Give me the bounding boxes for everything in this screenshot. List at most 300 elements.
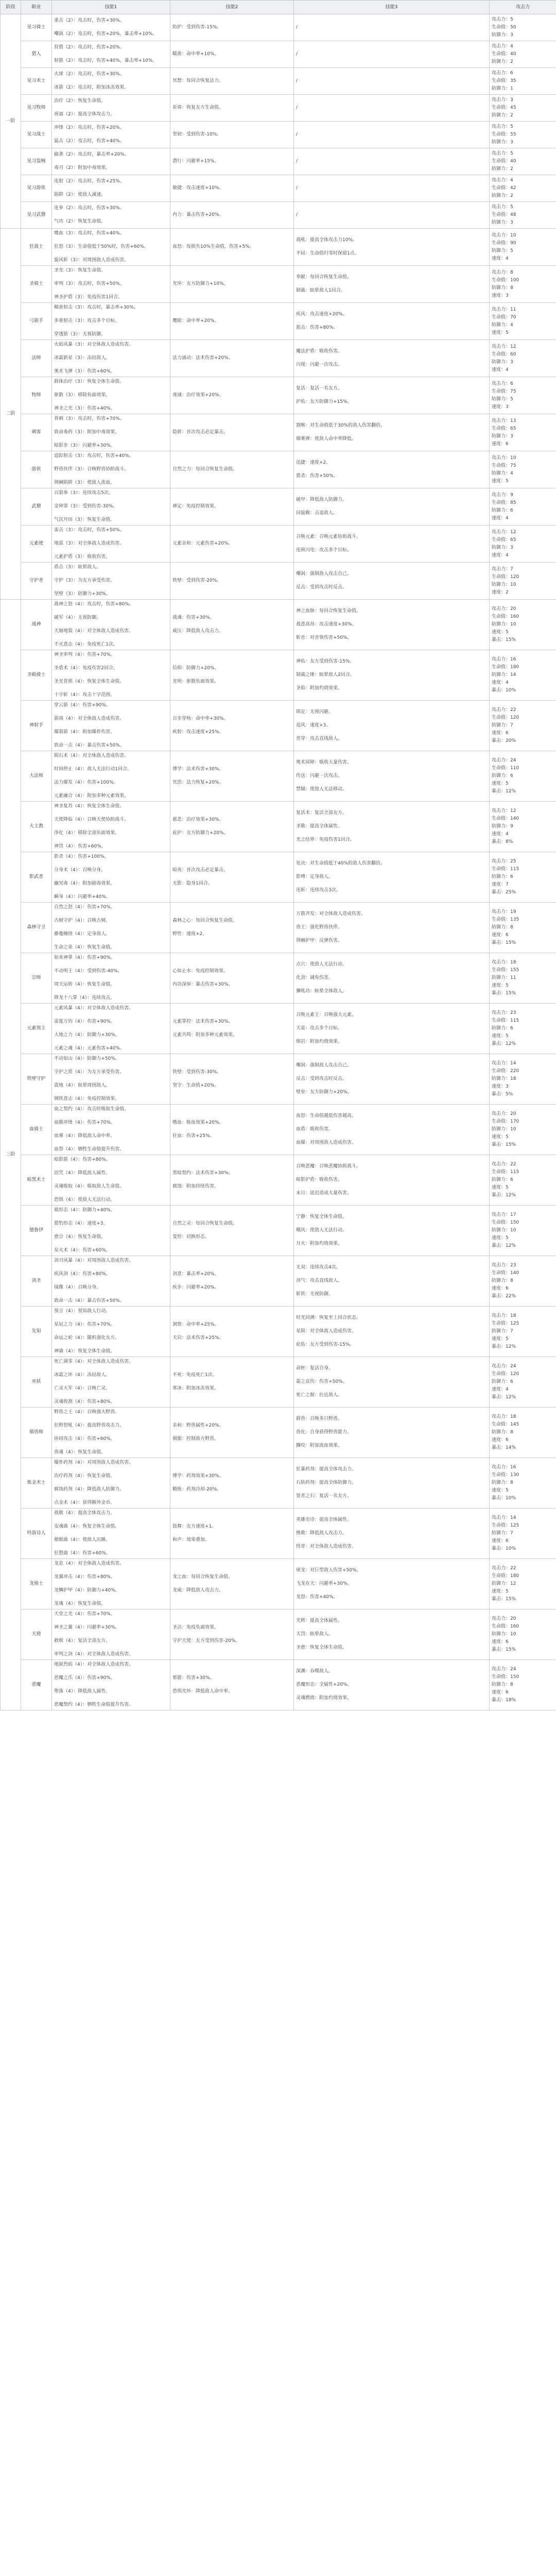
cell-line: 生命值：75 [492, 388, 516, 394]
cell-line: 自然之怒（4）：伤害+70%。 [54, 905, 115, 910]
cell-line: 英雄史诗：提高全体属性。 [296, 1517, 352, 1522]
job-cell: 吟游诗人 [21, 1509, 52, 1559]
table-row [1, 148, 556, 175]
cell-line: 生命值：120 [492, 574, 519, 580]
cell-line: 大地之力（4）：防御力+30%。 [54, 1032, 120, 1038]
cell-line: 化劲：减免伤害。 [296, 975, 334, 980]
skill-cell [52, 377, 170, 414]
skill-cell [52, 414, 170, 451]
attack-cell [490, 802, 556, 852]
cell-line: 陨石术（4）：对全体敌人造成伤害。 [54, 753, 129, 758]
cell-line [296, 1523, 487, 1530]
cell-line [296, 729, 487, 736]
cell-line: 致命一击（4）：暴击伤害+50%。 [54, 1298, 125, 1303]
cell-line: 生命值：150 [492, 1220, 519, 1225]
cell-line: 攻击力：10 [492, 232, 516, 238]
attack-cell [490, 751, 556, 802]
cell-line: 生命值：70 [492, 314, 516, 320]
attack-cell [490, 41, 556, 68]
table-row [1, 14, 556, 41]
cell-line: 攻击力：5 [492, 151, 513, 156]
skill-cell [294, 1559, 490, 1609]
cell-line [54, 325, 168, 331]
cell-line: 暴击：15% [492, 637, 516, 642]
cell-line: 影杀（4）：伤害+100%。 [54, 854, 109, 859]
cell-line: 防御力：6 [492, 507, 513, 513]
cell-line: 防御力：3 [492, 220, 513, 225]
cell-line: 烟雾弹：使敌人命中率降低。 [296, 436, 357, 442]
cell-line: 荆棘护甲：反弹伤害。 [296, 938, 343, 943]
cell-line: 防御力：6 [492, 1177, 513, 1182]
skill-cell [52, 202, 170, 229]
cell-line: 斩铁：无视防御。 [296, 1292, 334, 1297]
job-cell: 铁壁守护 [21, 1054, 52, 1105]
cell-line: 速度：6 [492, 441, 509, 447]
cell-line: 内功深厚：暴击伤害+30%。 [172, 982, 233, 987]
cell-line [296, 540, 487, 547]
cell-line [296, 1587, 487, 1594]
skill-cell [170, 488, 294, 526]
attack-cell [490, 68, 556, 95]
cell-line [54, 736, 168, 742]
cell-line: 恶魔契约（4）：牺牲生命值提升伤害。 [54, 1702, 134, 1707]
cell-line [54, 185, 168, 192]
cell-line: 攻击力：24 [492, 758, 516, 763]
cell-line: 重击（2）：攻击时，伤害+30%。 [54, 18, 125, 23]
cell-line: 生命值：140 [492, 1270, 519, 1276]
table-row [1, 1660, 556, 1710]
cell-line: 魔法护盾：吸收伤害。 [296, 349, 343, 354]
table-row [1, 1609, 556, 1660]
cell-line: 防御力：10 [492, 1632, 516, 1637]
cell-line: 生命值：115 [492, 1018, 519, 1023]
skill-cell [52, 1004, 170, 1054]
cell-line: 禅定：免疫控制效果。 [172, 504, 219, 509]
skill-cell [170, 1458, 294, 1509]
cell-line [296, 1133, 487, 1140]
table-row [1, 1357, 556, 1408]
skill-cell [52, 14, 170, 41]
cell-line [172, 823, 291, 830]
cell-line: 生命值：45 [492, 105, 516, 110]
skill-cell [170, 1408, 294, 1458]
cell-line: 疾风剑（4）：伤害+80%。 [54, 1272, 111, 1277]
cell-line: 防御力：8 [492, 1278, 513, 1283]
skill-cell [294, 1155, 490, 1206]
job-cell: 圣骑士 [21, 266, 52, 303]
cell-line: 生命值：125 [492, 1523, 519, 1528]
cell-line: 守护之盾（4）：为友方承受伤害。 [54, 1070, 125, 1075]
cell-line [54, 1163, 168, 1170]
cell-line: 血雾（4）：降低敌人命中率。 [54, 1133, 115, 1139]
cell-line: 腐蚀药剂（4）：降低敌人防御力。 [54, 1487, 125, 1492]
cell-line: 复活：复活一名友方。 [296, 386, 343, 391]
cell-line: 熊形态（4）：防御力+40%。 [54, 1208, 115, 1213]
skill-cell [52, 1357, 170, 1408]
cell-line [172, 1177, 291, 1183]
cell-line: 速度：6 [492, 1437, 509, 1443]
cell-line: 生命值：75 [492, 463, 516, 468]
skill-cell [294, 650, 490, 701]
cell-line: 黑暗契约：法术伤害+30%。 [172, 1171, 233, 1176]
cell-line: 龙鳞护甲（4）：防御力+40%。 [54, 1588, 120, 1593]
cell-line: 安魂曲（4）：恢复全体生命值。 [54, 1524, 120, 1529]
attack-cell [490, 600, 556, 650]
skill-cell [52, 1609, 170, 1660]
cell-line: 末日：延迟造成大量伤害。 [296, 1191, 352, 1196]
cell-line: / [296, 159, 298, 164]
cell-line: 森林之心：每回合恢复生命值。 [172, 918, 238, 923]
skill-cell [294, 1458, 490, 1509]
cell-line: 坚韧：受到伤害-10%。 [172, 132, 222, 137]
column-header: 技能3 [294, 1, 490, 14]
attack-cell [490, 1307, 556, 1357]
cell-line: 暴击：25% [492, 890, 516, 895]
cell-line: 生命值：170 [492, 1119, 519, 1124]
cell-line: 暗影护盾：吸收伤害。 [296, 1177, 343, 1182]
cell-line: 嘲讽：强制敌人攻击自己。 [296, 571, 352, 577]
cell-line: 深渊：吞噬敌人。 [296, 1669, 334, 1674]
skill-cell [294, 1206, 490, 1256]
cell-line: 神圣护盾（3）：免疫伤害1回合。 [54, 295, 123, 300]
attack-cell [490, 95, 556, 122]
cell-line [54, 1278, 168, 1284]
cell-line: 天堂之光（4）：伤害+70%。 [54, 1612, 115, 1617]
cell-line: 攻击力：24 [492, 1667, 516, 1672]
cell-line: 血盾：吸收伤害。 [296, 1127, 334, 1132]
cell-line: 速度：5 [492, 478, 509, 484]
cell-line: 冥思：法力恢复+20%。 [172, 780, 224, 785]
cell-line: 和声：效果叠加。 [172, 1537, 210, 1543]
job-cell: 牧师 [21, 377, 52, 414]
cell-line: 攻击力：22 [492, 1566, 516, 1571]
cell-line: 攻击力：22 [492, 1162, 516, 1167]
cell-line [54, 250, 168, 257]
cell-line: 生命值：110 [492, 766, 519, 771]
cell-line [54, 547, 168, 554]
cell-line: 速度：5 [492, 1589, 509, 1594]
cell-line [54, 823, 168, 830]
cell-line: 神谕（4）：恢复全体生命值。 [54, 1349, 115, 1354]
attack-cell [490, 1559, 556, 1609]
cell-line: 战神之怒（4）：攻击时，伤害+80%。 [54, 602, 134, 607]
cell-line [54, 1645, 168, 1651]
cell-line: 暴击：8% [492, 839, 513, 844]
cell-line: 速度：5 [492, 1134, 509, 1140]
cell-line: 兽化：自身获得野兽能力。 [296, 1430, 352, 1435]
job-cell: 见习骑士 [21, 14, 52, 41]
table-row [1, 563, 556, 600]
cell-line: 生命值：120 [492, 1371, 519, 1377]
job-cell: 战神 [21, 600, 52, 650]
cell-line: 疾步：闪避率+20%。 [172, 1285, 219, 1290]
cell-line [296, 578, 487, 584]
cell-line: 死亡凋零（4）：对全体敌人造成伤害。 [54, 1359, 134, 1364]
cell-line: 审判之剑（4）：对全体敌人造成伤害。 [54, 1652, 134, 1657]
skill-cell [170, 1307, 294, 1357]
cell-line: 生命值：115 [492, 1170, 519, 1175]
cell-line: 点金术（4）：获得额外金币。 [54, 1500, 115, 1505]
cell-line: 处决：对生命值低于40%的敌人伤害翻倍。 [296, 861, 386, 866]
job-cell: 恶魔 [21, 1660, 52, 1710]
cell-line [54, 422, 168, 429]
cell-line: 庇护：友方防御力+20%。 [172, 831, 229, 836]
cell-line: 剑意：暴击率+20%。 [172, 1272, 219, 1277]
skill-cell [52, 701, 170, 751]
cell-line: 敏捷：攻击速度+10%。 [172, 185, 224, 191]
skill-cell [170, 266, 294, 303]
skill-cell [294, 122, 490, 148]
cell-line: 复活术：复活全部友方。 [296, 810, 348, 816]
attack-cell [490, 175, 556, 202]
cell-line [54, 1365, 168, 1372]
cell-line [54, 658, 168, 665]
skill-cell [294, 414, 490, 451]
skill-cell [52, 650, 170, 701]
cell-line: 自然之灵：每回合恢复生命值。 [172, 1221, 238, 1226]
cell-line: 瞬身（4）：闪避率+40%。 [54, 894, 111, 900]
cell-line: 祈祷：恢复友方生命值。 [172, 105, 224, 110]
cell-line: 隐匿：首次攻击必定暴击。 [172, 430, 229, 435]
cell-line: 堕落（4）：降低敌人属性。 [54, 1689, 111, 1694]
cell-line: 熔岩：附加灼烧效果。 [296, 1039, 343, 1044]
attack-cell [490, 701, 556, 751]
cell-line: 防御力：10 [492, 622, 516, 627]
cell-line: 周天运转（4）：恢复生命值。 [54, 982, 115, 987]
job-cell: 守护者 [21, 563, 52, 600]
cell-line [54, 105, 168, 111]
cell-line: 潜行：闪避率+15%。 [172, 159, 219, 164]
cell-line: 防御力：8 [492, 925, 513, 930]
cell-line: 攻击力：12 [492, 344, 516, 349]
cell-line: 不动如山（4）：防御力+50%。 [54, 1056, 120, 1061]
cell-line: 不动明王（4）：受到伤害-40%。 [54, 969, 123, 974]
cell-line [54, 1618, 168, 1624]
cell-line: 攻击力：10 [492, 455, 516, 461]
cell-line: 攻击力：11 [492, 307, 516, 312]
cell-line [54, 1025, 168, 1032]
cell-line: 生命值：160 [492, 614, 519, 619]
cell-line: 回旋踢：击退敌人。 [296, 511, 338, 516]
cell-line: / [296, 52, 298, 57]
cell-line [54, 1264, 168, 1271]
cell-line: 防御力：4 [492, 322, 513, 328]
skill-cell [170, 303, 294, 340]
cell-line: 暴击：22% [492, 1294, 516, 1299]
cell-line: 庇佑：友方受到伤害-15%。 [296, 1342, 355, 1347]
cell-line: 十字斩（4）：攻击十字范围。 [54, 692, 115, 698]
cell-line: 生命值：115 [492, 867, 519, 872]
cell-line [54, 1241, 168, 1247]
cell-line: 龙之血：每回合恢复生命值。 [172, 1574, 233, 1580]
cell-line [296, 1082, 487, 1089]
skill-cell [170, 122, 294, 148]
cell-line: 速度：5 [492, 983, 509, 988]
table-row [1, 802, 556, 852]
cell-line: 反击：受到攻击时反击。 [296, 1076, 348, 1081]
skill-cell [170, 1357, 294, 1408]
attack-cell [490, 1660, 556, 1710]
cell-line: 狂野怒吼（4）：提高野兽攻击力。 [54, 1423, 125, 1428]
cell-line: 灵魂吸取（4）：吸取敌人生命值。 [54, 1184, 125, 1189]
table-row [1, 41, 556, 68]
cell-line [54, 635, 168, 641]
cell-line: 火焰风暴（3）：对全体敌人造成伤害。 [54, 342, 134, 347]
cell-line: 攻击力：8 [492, 269, 513, 275]
cell-line: 割喉：对生命值低于30%的敌人伤害翻倍。 [296, 423, 386, 428]
attack-cell [490, 488, 556, 526]
cell-line: 猛击（2）：攻击时，伤害+40%。 [54, 139, 125, 144]
cell-line: 生命值：125 [492, 1321, 519, 1326]
cell-line: 防御力：6 [492, 1379, 513, 1384]
cell-line: / [296, 212, 298, 217]
cell-line [172, 1429, 291, 1436]
cell-line: 宁静：恢复全体生命值。 [296, 1214, 348, 1219]
cell-line: 如来神掌（4）：伤害+90%。 [54, 955, 115, 960]
cell-line: 龙息（4）：对全体敌人造成伤害。 [54, 1561, 125, 1566]
cell-line: 降龙十八掌（4）：连续攻击。 [54, 995, 115, 1001]
cell-line: 震地（4）：眩晕周围敌人。 [54, 1083, 111, 1088]
skill-cell [52, 1155, 170, 1206]
table-row [1, 451, 556, 488]
cell-line: 分身术（4）：召唤分身。 [54, 868, 106, 873]
cell-line [296, 968, 487, 975]
cell-line: 战魂：伤害+30%。 [172, 615, 215, 620]
cell-line: 内力：暴击伤害+20%。 [172, 212, 224, 217]
cell-line [296, 1574, 487, 1581]
cell-line [296, 766, 487, 773]
cell-line: 防御力：3 [492, 140, 513, 145]
cell-line: 速度：6 [492, 1538, 509, 1544]
cell-line [296, 628, 487, 635]
cell-line: 暗影步（3）：闪避率+30%。 [54, 443, 115, 448]
job-cell: 见习牧师 [21, 95, 52, 122]
cell-line [54, 938, 168, 944]
job-cell: 游侠 [21, 451, 52, 488]
skill-cell [52, 68, 170, 95]
cell-line [54, 1480, 168, 1486]
skill-cell [294, 41, 490, 68]
cell-line [296, 779, 487, 786]
table-row [1, 202, 556, 229]
cell-line [172, 1278, 291, 1284]
cell-line: 嘲讽：强制敌人攻击自己。 [296, 1063, 352, 1068]
cell-line: 鹰眼：命中率+20%。 [172, 318, 219, 324]
cell-line: 协同攻击（4）：伤害+60%。 [54, 1436, 115, 1442]
table-row [1, 175, 556, 202]
cell-line: 时光回溯：恢复至上回合状态。 [296, 1315, 361, 1320]
table-row [1, 1256, 556, 1307]
skill-cell [294, 563, 490, 600]
skill-cell [52, 488, 170, 526]
cell-line [54, 759, 168, 766]
cell-line: 神之血脉：每回合恢复生命值。 [296, 608, 361, 614]
cell-line: 攻击力：5 [492, 205, 513, 210]
cell-line [54, 911, 168, 918]
cell-line: 圣盾术（4）：免疫伤害2回合。 [54, 666, 118, 671]
cell-line: 驯服：控制敌方野兽。 [172, 1436, 219, 1442]
cell-line: 死亡之握：拉近敌人。 [296, 1393, 343, 1398]
cell-line: 攻击力：17 [492, 1212, 516, 1217]
cell-line [54, 385, 168, 392]
cell-line [54, 1315, 168, 1321]
cell-line [172, 1530, 291, 1537]
cell-line: 终章：对全体敌人造成伤害。 [296, 1544, 357, 1549]
cell-line: 光辉：提高全体属性。 [296, 1618, 343, 1623]
cell-line [54, 78, 168, 84]
cell-line: 爆裂箭（4）：附加爆炸伤害。 [54, 730, 115, 735]
table-row [1, 340, 556, 377]
cell-line: 攻击力：4 [492, 178, 513, 183]
column-header: 阶段 [1, 1, 21, 14]
cell-line: 防御力：2 [492, 166, 513, 172]
cell-line: 血祭（4）：牺牲生命值提升伤害。 [54, 1147, 125, 1152]
cell-line: 暴击：5% [492, 1092, 513, 1097]
cell-line: 追风：速度+3。 [296, 723, 331, 728]
cell-line [54, 460, 168, 466]
cell-line: 狮吼功：眩晕全体敌人。 [296, 989, 348, 994]
cell-line: 精炼：药剂冷却-20%。 [172, 1487, 222, 1492]
attack-cell [490, 1054, 556, 1105]
table-row [1, 414, 556, 451]
tier-cell: 三阶 [1, 600, 21, 1710]
cell-line: / [296, 132, 298, 137]
skill-cell [294, 1357, 490, 1408]
cell-line: 召唤恶魔：召唤恶魔协助战斗。 [296, 1164, 361, 1169]
cell-line: 生命值：180 [492, 1573, 519, 1579]
cell-line: 速度：5 [492, 1033, 509, 1039]
cell-line: 圣歌：提高全体属性。 [296, 824, 343, 829]
cell-line: 多重射击（3）：攻击多个目标。 [54, 318, 120, 324]
skill-cell [170, 953, 294, 1004]
attack-cell [490, 1206, 556, 1256]
job-cell: 宗师 [21, 953, 52, 1004]
cell-line [296, 1069, 487, 1076]
cell-line: 嘲讽（2）：攻击时，伤害+20%，暴击率+10%。 [54, 31, 158, 37]
skill-cell [52, 175, 170, 202]
attack-cell [490, 122, 556, 148]
attack-cell [490, 852, 556, 903]
cell-line [54, 348, 168, 355]
skill-cell [52, 563, 170, 600]
cell-line: 防御力：7 [492, 723, 513, 728]
cell-line: 攻击力：3 [492, 97, 513, 103]
cell-line [172, 1025, 291, 1032]
cell-line: 坚守：生命值+20%。 [172, 1083, 219, 1088]
cell-line [54, 1291, 168, 1298]
cell-line: 元素风暴（4）：对全体敌人造成伤害。 [54, 1006, 134, 1011]
cell-line: 速度：6 [492, 1639, 509, 1645]
cell-line: 暴击：15% [492, 1142, 516, 1147]
cell-line: 星陨：对全体敌人造成伤害。 [296, 1329, 357, 1334]
skill-cell [170, 414, 294, 451]
cell-line: 攻击力：20 [492, 606, 516, 612]
cell-line: 不死：免疫死亡1次。 [172, 1372, 217, 1378]
cell-line: 破军（4）：无视防御。 [54, 615, 101, 620]
skill-cell [170, 802, 294, 852]
job-cell: 法师 [21, 340, 52, 377]
skill-cell [294, 1408, 490, 1458]
cell-line: 奥术飞弹（3）：伤害+60%。 [54, 369, 115, 374]
cell-line: 催眠曲（4）：使敌人沉睡。 [54, 1537, 111, 1543]
cell-line [54, 24, 168, 31]
cell-line: 命匣：复活自身。 [296, 1366, 334, 1371]
cell-line: 防御力：8 [492, 1682, 513, 1687]
skill-cell [294, 95, 490, 122]
cell-line: 百裂拳（3）：连续攻击5次。 [54, 490, 113, 496]
table-row [1, 953, 556, 1004]
cell-line: 亲和：野兽属性+20%。 [172, 1423, 224, 1428]
